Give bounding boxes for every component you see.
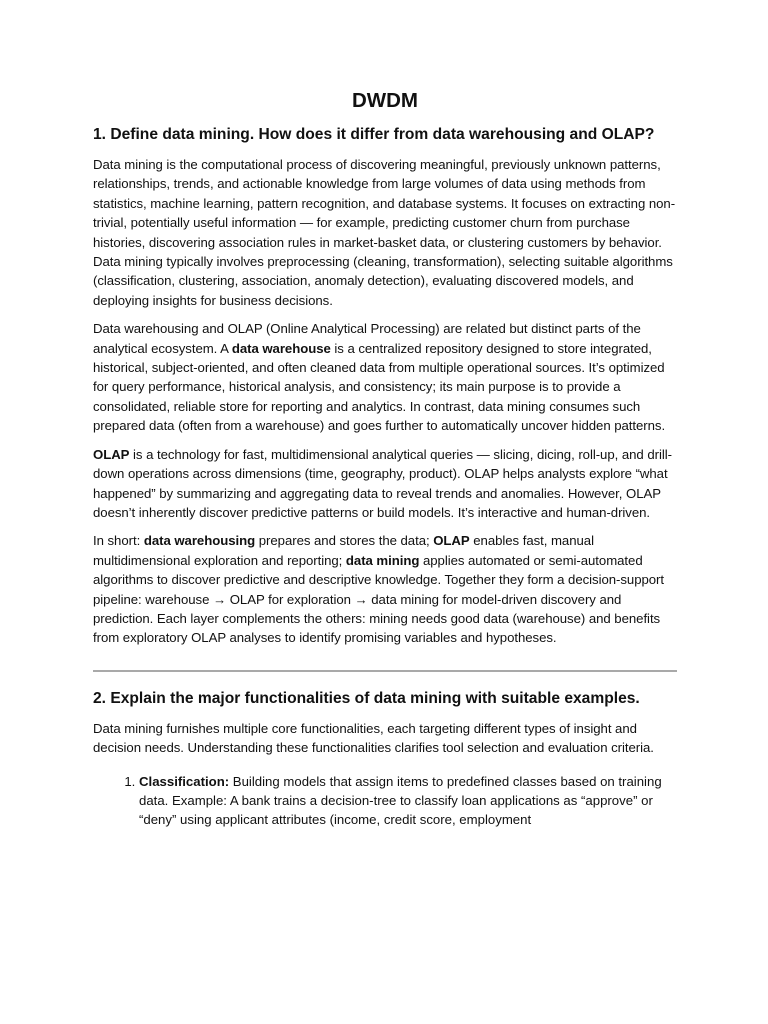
q1-p3-text-a: is a technology for fast, multidimensional analytical queries — slicing, dicing, roll-up, and drill-down operations across dimensions (time, geography, product). OLAP helps analysts explore “what happened” by summarizing and aggregating data to reveal trends and anomalies. However, OLAP doesn’t inherently discover predictive patterns or build models. It’s interactive and human-driven.: [93, 446, 672, 520]
q1-p4-text-c: prepares and stores the data;: [255, 533, 434, 549]
term-data-warehouse: data warehouse: [231, 340, 331, 356]
term-olap: OLAP: [93, 446, 130, 462]
q1-p4-text-a: In short:: [93, 533, 144, 549]
list-item-term: Classification:: [139, 773, 230, 789]
section-divider: [93, 670, 677, 672]
term-olap-2: OLAP: [433, 533, 470, 549]
document-title: DWDM: [351, 89, 419, 112]
question-1-heading: 1. Define data mining. How does it differ from data warehousing and OLAP?: [93, 126, 655, 143]
q1-paragraph-2: [93, 319, 677, 435]
q1-p2-text-c: is a centralized repository designed to store integrated, historical, subject-oriented, and often cleaned data from multiple operational sources. It’s optimized for query performance, historical analysis, and consistency; its main purpose is to provide a consolidated, reliable store for reporting and analytics. In contrast, data mining consumes such prepared data (often from a warehouse) and goes further to automatically uncover hidden patterns.: [93, 340, 666, 434]
q1-paragraph-4: [93, 531, 677, 647]
list-item-text: Building models that assign items to predefined classes based on training data. Example: A bank trains a decision-tree to classify loan applications as “approve” or “deny” using applicant attributes (income, credit score, employment: [139, 773, 662, 828]
term-data-mining: data mining: [345, 552, 420, 568]
q1-p2-text-a: Data warehousing and OLAP (Online Analytical Processing) are related but distinct parts of the analytical ecosystem. A: [93, 321, 641, 356]
q1-p4-text-e: applies automated or semi-automated algorithms to discover predictive and descriptive knowledge. Together they form a decision-support pipeline: warehouse → OLAP for exploration → data mining for model-driven discovery and prediction. Each layer complements the others: mining needs good data (warehouse) and benefits from exploratory OLAP analyses to identify promising variables and hypotheses.: [93, 552, 665, 646]
term-data-warehousing: data warehousing: [143, 533, 256, 549]
list-item: [139, 772, 677, 830]
q2-paragraph-1: Data mining furnishes multiple core functionalities, each targeting different types of insight and decision needs. Understanding these functionalities clarifies tool selection and evaluation criteria.: [93, 720, 654, 756]
document-page: [93, 86, 677, 830]
question-2-heading: 2. Explain the major functionalities of data mining with suitable examples.: [93, 689, 640, 707]
functionalities-list: [93, 772, 677, 830]
q1-paragraph-1: Data mining is the computational process of discovering meaningful, previously unknown patterns, relationships, trends, and actionable knowledge from large volumes of data using methods from statistics, machine learning, pattern recognition, and database systems. It focuses on extracting non-trivial, potentially useful information — for example, predicting customer churn from purchase histories, discovering association rules in market-basket data, or clustering customers by behavior. Data mining typically involves preprocessing (cleaning, transformation), selecting suitable algorithms (classification, clustering, association, anomaly detection), evaluating discovered models, and deploying insights for business decisions.: [93, 157, 676, 308]
q1-p4-text-d: enables fast, manual multidimensional exploration and reporting;: [93, 533, 594, 568]
q1-paragraph-3: [93, 445, 677, 523]
